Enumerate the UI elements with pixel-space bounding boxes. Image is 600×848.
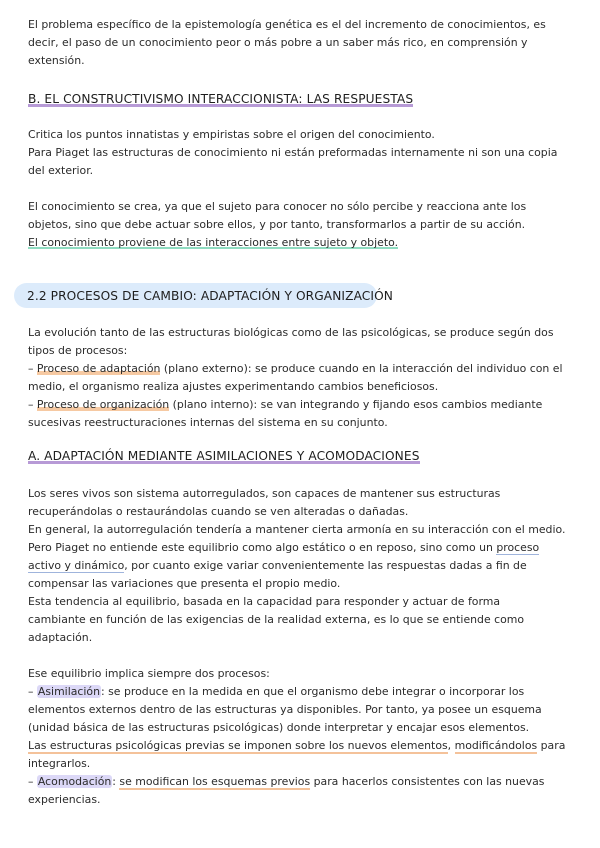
text-span: (plano externo): se produce cuando en la interacción del individuo con el <box>160 362 563 375</box>
text-line: sucesivas reestructuraciones internas del sistema en su conjunto. <box>28 416 388 429</box>
text-line <box>28 557 576 575</box>
highlighted-sentence: El conocimiento proviene de las interacciones entre sujeto y objeto. <box>28 236 399 249</box>
term-adaptation: Proceso de adaptación <box>36 362 161 375</box>
text-line: Los seres vivos son sistema autorregulados, son capaces de mantener sus estructuras <box>28 487 501 500</box>
underlined-proceso: proceso <box>496 541 540 554</box>
text-line <box>28 683 576 701</box>
text-span: : se produce en la medida en que el organismo debe integrar o incorporar los <box>101 685 525 698</box>
text-line <box>28 360 576 378</box>
heading-text: B. EL CONSTRUCTIVISMO INTERACCIONISTA: LAS RESPUESTAS <box>28 92 414 106</box>
text-line: La evolución tanto de las estructuras biológicas como de las psicológicas, se produce según dos <box>28 326 554 339</box>
dash: – <box>28 775 37 788</box>
section-b-paragraph-2 <box>28 198 576 252</box>
text-line <box>28 539 576 557</box>
text-line: (unidad básica de las estructuras psicológicas) donde interpretar y encajar esos elementos. <box>28 721 530 734</box>
section-heading-b <box>28 90 413 108</box>
text-line <box>28 396 576 414</box>
text-line: integrarlos. <box>28 757 91 770</box>
text-line: experiencias. <box>28 793 101 806</box>
term-acomodacion: Acomodación <box>37 775 112 788</box>
text-span: para hacerlos consistentes con las nuevas <box>310 775 545 788</box>
text-line: elementos externos dentro de las estructuras ya disponibles. Por tanto, ya posee un esquema <box>28 703 542 716</box>
text-line: El problema específico de la epistemología genética es el del incremento de conocimientos, es <box>28 18 546 31</box>
text-span: para <box>537 739 566 752</box>
underlined-activo-dinamico: activo y dinámico <box>28 559 125 572</box>
term-asimilacion: Asimilación <box>37 685 100 698</box>
text-line <box>28 737 576 755</box>
section-b-paragraph-1 <box>28 126 576 180</box>
dash: – <box>28 398 37 411</box>
text-line: extensión. <box>28 54 85 67</box>
text-line: Critica los puntos innatistas y empiristas sobre el origen del conocimiento. <box>28 128 435 141</box>
term-organization: Proceso de organización <box>36 398 170 411</box>
section-a-paragraph-1 <box>28 485 576 647</box>
text-span: , por cuanto exige variar convenientemente las respuestas dadas a fin de <box>124 559 527 572</box>
text-line: medio, el organismo realiza ajustes experimentando cambios beneficiosos. <box>28 380 439 393</box>
text-span: : <box>112 775 120 788</box>
text-line <box>28 773 576 791</box>
text-line: En general, la autorregulación tendería a mantener cierta armonía en su interacción con el medio. <box>28 523 566 536</box>
text-line: decir, el paso de un conocimiento peor o más pobre a un saber más rico, en comprensión y <box>28 36 528 49</box>
text-span: Pero Piaget no entiende este equilibrio como algo estático o en reposo, sino como un <box>28 541 497 554</box>
text-line: recuperándolas o restaurándolas cuando se ven alteradas o dañadas. <box>28 505 409 518</box>
section-heading-2-2: 2.2 PROCESOS DE CAMBIO: ADAPTACIÓN Y ORGANIZACIÓN <box>27 289 394 303</box>
text-line: Para Piaget las estructuras de conocimiento ni están preformadas internamente ni son una copia <box>28 146 558 159</box>
text-line: compensar las variaciones que presenta el propio medio. <box>28 577 341 590</box>
text-line: Esta tendencia al equilibrio, basada en la capacidad para responder y actuar de forma <box>28 595 501 608</box>
text-line <box>28 234 576 252</box>
text-line: tipos de procesos: <box>28 344 128 357</box>
text-span: (plano interno): se van integrando y fijando esos cambios mediante <box>169 398 543 411</box>
text-line: objetos, sino que debe actuar sobre ellos, y por tanto, transformarlos a partir de su acción. <box>28 218 526 231</box>
section-heading-a <box>28 447 420 465</box>
section-a-paragraph-2 <box>28 665 576 809</box>
intro-paragraph <box>28 16 576 70</box>
text-line: adaptación. <box>28 631 93 644</box>
text-span: , <box>447 739 455 752</box>
underlined-sentence: Las estructuras psicológicas previas se imponen sobre los nuevos elementos <box>28 739 448 752</box>
text-line: El conocimiento se crea, ya que el sujeto para conocer no sólo percibe y reacciona ante los <box>28 200 527 213</box>
underlined-modificandolos: modificándolos <box>454 739 538 752</box>
text-line: cambiante en función de las exigencias de la realidad externa, es lo que se entiende como <box>28 613 525 626</box>
section-2-2-paragraph <box>28 324 576 432</box>
heading-text: A. ADAPTACIÓN MEDIANTE ASIMILACIONES Y ACOMODACIONES <box>28 449 420 463</box>
dash: – <box>28 362 37 375</box>
text-line: del exterior. <box>28 164 94 177</box>
dash: – <box>28 685 37 698</box>
text-line: Ese equilibrio implica siempre dos procesos: <box>28 667 270 680</box>
underlined-esquemas: se modifican los esquemas previos <box>119 775 311 788</box>
